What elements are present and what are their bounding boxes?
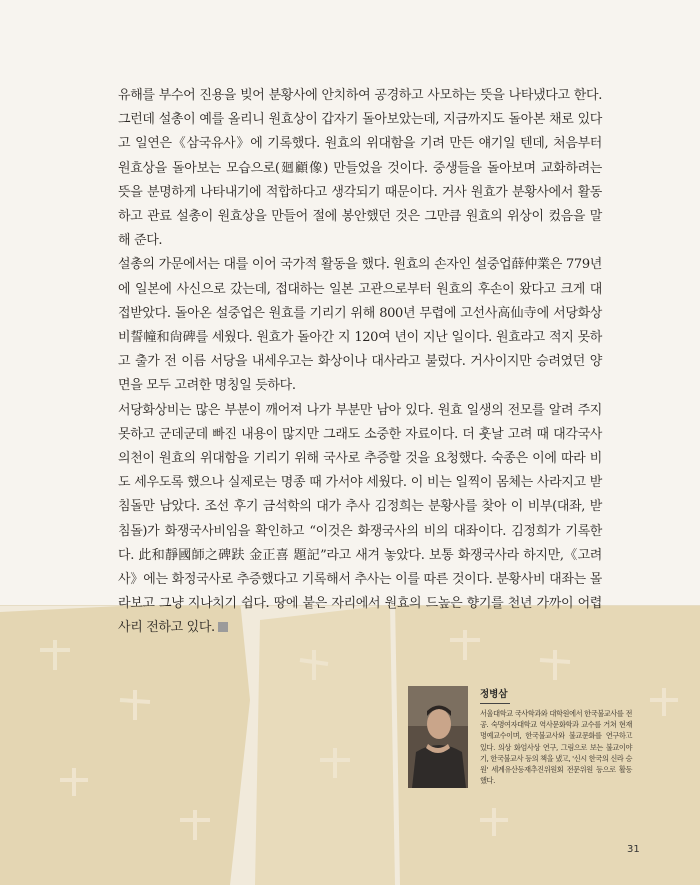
page-number: 31 xyxy=(627,844,640,855)
article-body xyxy=(118,84,602,641)
author-box xyxy=(408,686,632,788)
author-portrait-icon xyxy=(408,686,468,788)
article-paragraph: 설총의 가문에서는 대를 이어 국가적 활동을 했다. 원효의 손자인 설중업薛仲業은 779년에 일본에 사신으로 갔는데, 접대하는 일본 고관으로부터 원효의 후손이 왔다고 크게 대접받았다. 돌아온 설중업은 원효를 기리기 위해 800년 무렵에 고선사高仙寺에 서당화상비誓幢和尙碑를 세웠다. 원효가 돌아간 지 120여 년이 지난 일이다. 원효라고 적지 못하고 출가 전 이름 서당을 내세우고는 화상이나 대사라고 불렀다. 거사이지만 승려였던 양면을 모두 고려한 명칭일 듯하다. xyxy=(118,257,602,394)
author-portrait-photo xyxy=(408,686,468,788)
author-bio: 서울대학교 국사학과와 대학원에서 한국불교사를 전공. 숙명여자대학교 역사문화학과 교수를 거쳐 현재 명예교수이며, 한국불교사와 불교문화를 연구하고 있다. 의상 화엄사상 연구, 그림으로 보는 불교이야기, 한국불교사 등의 책을 냈고, '신시 한국의 신라 승원' 세계유산등재추진위원회 전문위원 등으로 활동했다. xyxy=(480,709,632,786)
author-name: 정병삼 xyxy=(480,686,510,704)
author-info xyxy=(480,686,632,786)
end-of-article-square-icon xyxy=(218,622,228,632)
article-paragraph xyxy=(118,399,602,641)
article-paragraph: 유해를 부수어 진용을 빚어 분황사에 안치하여 공경하고 사모하는 뜻을 나타냈다고 한다. 그런데 설총이 예를 올리니 원효상이 갑자기 돌아보았는데, 지금까지도 돌아본 채로 있다고 일연은《삼국유사》에 기록했다. 원효의 위대함을 기려 만든 얘기일 텐데, 처음부터 원효상을 돌아보는 모습으로(廻顧像) 만들었을 것이다. 중생들을 돌아보며 교화하려는 뜻을 분명하게 나타내기에 적합하다고 생각되기 때문이다. 거사 원효가 분황사에서 활동하고 관료 설총이 원효상을 만들어 절에 봉안했던 것은 그만큼 원효의 위상이 컸음을 말해 준다. xyxy=(118,88,602,249)
article-paragraph-text: 서당화상비는 많은 부분이 깨어져 나가 부분만 남아 있다. 원효 일생의 전모를 알려 주지 못하고 군데군데 빠진 내용이 많지만 그래도 소중한 자료이다. 더 훗날 고려 때 대각국사 의천이 원효의 위대함을 기리기 위해 국사로 추증할 것을 요청했다. 숙종은 이에 따라 비도 세우도록 했으나 실제로는 명종 때 가서야 세웠다. 이 비는 일찍이 몸체는 사라지고 받침돌만 남았다. 조선 후기 금석학의 대가 추사 김정희는 분황사를 찾아 이 비부(대좌, 받침돌)가 화쟁국사비임을 확인하고 “이것은 화쟁국사의 비의 대좌이다. 김정희가 기록한다. 此和靜國師之碑趺 金正喜 題記”라고 새겨 놓았다. 보통 화쟁국사라 하지만,《고려사》에는 화정국사로 추증했다고 기록해서 추사는 이를 따른 것이다. 분황사비 대좌는 몰라보고 그냥 지나치기 쉽다. 땅에 붙은 자리에서 원효의 드높은 향기를 천년 가까이 어렵사리 전하고 있다. xyxy=(118,402,602,636)
